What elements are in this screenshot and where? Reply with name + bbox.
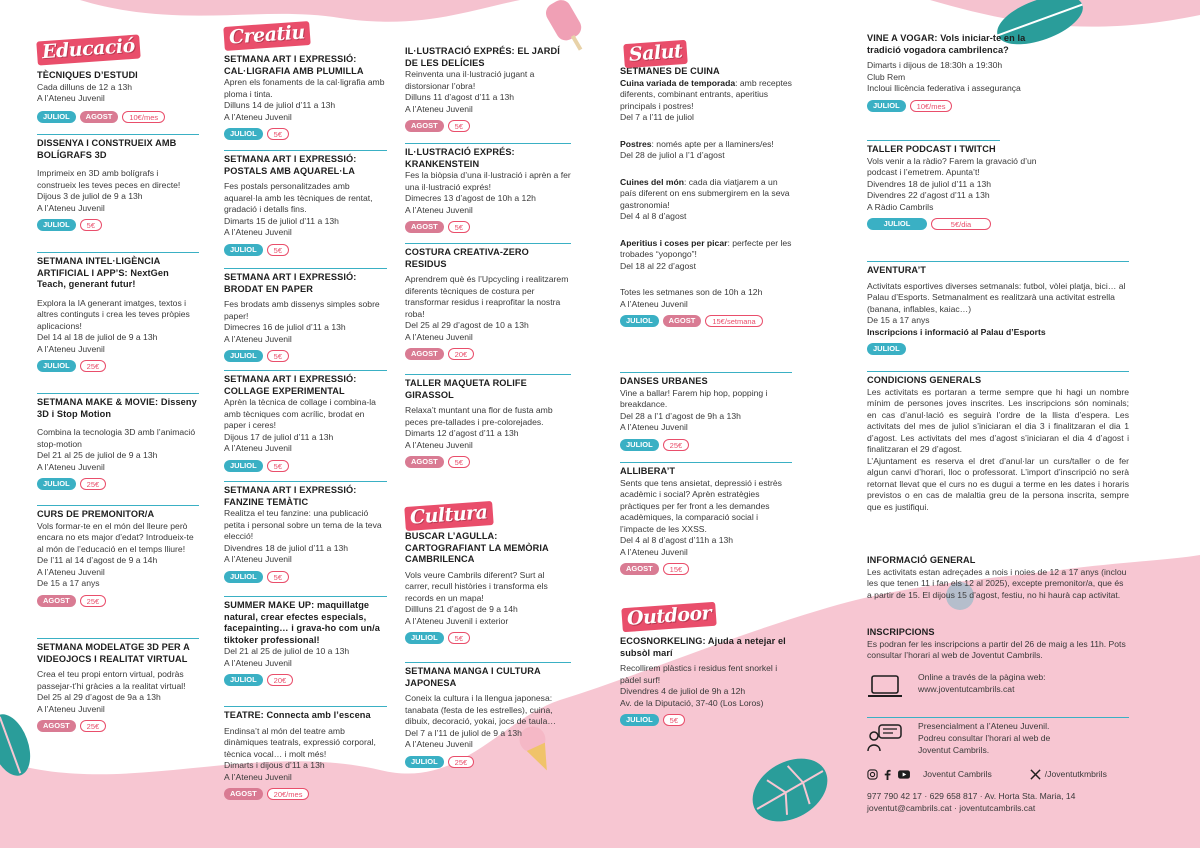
tag-juliol: JULIOL <box>620 315 659 327</box>
activity-line: Crea el teu propi entorn virtual, podràs passejar-t’hi gràcies a la realitat virtual! <box>37 669 186 691</box>
activity-line: Fes brodats amb dissenys simples sobre paper! <box>224 299 380 321</box>
price-badge: 20€/mes <box>267 788 310 800</box>
contact-line: 977 790 42 17 · 629 658 817 · Av. Horta Sta. Maria, 14 <box>867 791 1076 801</box>
section-title-educacio: Educació <box>36 34 140 65</box>
condicions-generals <box>867 371 1129 513</box>
activity-line: Fes la biòpsia d’una il·lustració i aprèn a fer una il·lustració exprés! <box>405 170 571 192</box>
cuina-footer: A l’Ateneu Juvenil <box>620 298 688 309</box>
activity-title: SETMANA ART I EXPRESSIÓ: POSTALS AMB AQUAREL·LA <box>224 154 357 176</box>
x-handle: /Joventutkmbrils <box>1044 769 1107 779</box>
activity-postals-aquarel-la <box>224 150 387 256</box>
activity-danses-urbanes <box>620 372 792 451</box>
activity-line: De 15 a 17 anys <box>37 578 100 588</box>
tag-agost: AGOST <box>663 315 702 327</box>
tag-juliol: JULIOL <box>867 100 906 112</box>
tag-juliol: JULIOL <box>37 111 76 123</box>
activity-line: A l’Ateneu Juvenil <box>224 227 292 237</box>
activity-line: A l’Ateneu Juvenil <box>405 739 473 749</box>
activity-bold-line: Inscripcions i informació al Palau d’Esports <box>867 326 1046 337</box>
price-badge: 20€ <box>267 674 294 686</box>
section-heading: INFORMACIÓ GENERAL <box>867 555 976 565</box>
activity-line: Divendres 4 de juliol de 9h a 12h <box>620 686 746 696</box>
tag-agost: AGOST <box>80 111 119 123</box>
online-line: Online a través de la pàgina web: <box>918 672 1046 682</box>
price-badge: 5€ <box>448 120 470 132</box>
website-link[interactable]: www.joventutcambrils.cat <box>918 684 1015 694</box>
price-badge: 5€ <box>267 244 289 256</box>
activity-brodat-paper <box>224 268 387 362</box>
activity-line: Vols formar-te en el món del lleure però encara no ets major d’edat? Introdueix-te al món de l’educació en el temps lliure! <box>37 520 194 554</box>
activity-line: Club Rem <box>867 71 906 82</box>
inscripcions-text: Es podran fer les inscripcions a partir del 26 de maig a les 11h. Pots consultar l’horari al web de Joventut Cambrils. <box>867 638 1126 660</box>
tag-juliol: JULIOL <box>224 460 263 472</box>
price-badge: 10€/mes <box>910 100 953 112</box>
section-heading: INSCRIPCIONS <box>867 627 935 637</box>
tag-juliol: JULIOL <box>867 343 906 355</box>
activity-line: A l’Ateneu Juvenil <box>620 422 688 432</box>
online-row <box>867 672 1129 702</box>
price-badge: 5€ <box>267 460 289 472</box>
email-line: joventut@cambrils.cat · joventutcambrils.cat <box>867 802 1036 813</box>
activity-teatre <box>224 706 387 800</box>
activity-line: Sents que tens ansietat, depressió i estrès acadèmic i social? Aprèn estratègies pràctiques per fer front a les demandes acadèmiques, la comparació social i l’impacte de les XXSS. <box>620 477 782 534</box>
activity-ecosnorkeling <box>620 636 792 726</box>
activity-line: Imprimeix en 3D amb bolígrafs i construeix les teves peces en directe! <box>37 168 181 190</box>
activity-line: Recollirem plàstics i residus fent snorkel i pàdel surf! <box>620 663 778 685</box>
section-title-creatiu: Creatiu <box>223 21 310 51</box>
activity-line: Dilluns 11 d’agost d’11 a 13h <box>405 92 515 102</box>
activity-title: CURS DE PREMONITOR/A <box>37 509 155 519</box>
activity-title: TEATRE: Connecta amb l’escena <box>224 710 371 720</box>
activity-line: Dimarts 12 d’agost d’11 a 13h <box>405 428 519 438</box>
activity-line: Del 7 a l’11 de juliol de 9 a 13h <box>405 727 522 738</box>
cuina-footer: Totes les setmanes son de 10h a 12h <box>620 287 763 297</box>
price-badge: 5€ <box>267 350 289 362</box>
activity-make-movie <box>37 393 199 490</box>
tag-agost: AGOST <box>405 456 444 468</box>
activity-line: Del 28 a l’1 d’agost de 9h a 13h <box>620 410 741 421</box>
activity-modelatge-3d <box>37 638 199 732</box>
cuina-block: Aperitius i coses per picar: perfecte per les trobades “yopongo”! <box>620 237 792 259</box>
top-wave <box>80 0 520 22</box>
condicions-text: L’Ajuntament es reserva el dret d’anul·lar un curs/taller o de fer algun canvi d’horari, lloc o professorat. L’import d’inscripció no serà retornat llevat que el curs no es dugui a terme en les dates i horaris previstos o en cas de malaltia greu de la persona inscrita, sempre que es justifiqui. <box>867 455 1129 512</box>
section-title-cultura: Cultura <box>404 501 493 531</box>
activity-line: Fes postals personalitzades amb aquarel·la amb les tècniques de rentat, gradació i detalls fins. <box>224 181 373 214</box>
cuina-date: Del 18 al 22 d’agost <box>620 260 696 271</box>
section-title-outdoor: Outdoor <box>621 602 717 633</box>
activity-aventura-t <box>867 261 1129 355</box>
activity-title: IL·LUSTRACIÓ EXPRÉS: KRANKENSTEIN <box>405 147 515 169</box>
activity-title: COSTURA CREATIVA-ZERO RESIDUS <box>405 247 529 269</box>
activity-line: Del 25 al 29 d’agost de 9a a 13h <box>37 692 161 702</box>
activity-intel-ligencia-artificial <box>37 252 199 372</box>
activity-line: A l’Ateneu Juvenil <box>37 566 105 577</box>
cuina-date: Del 4 al 8 d’agost <box>620 211 687 221</box>
activity-line: Combina la tecnologia 3D amb l’animació stop-motion <box>37 427 196 449</box>
price-badge: 20€ <box>448 348 475 360</box>
activity-line: A l’Ateneu Juvenil <box>405 204 473 215</box>
info-text: Les activitats estan adreçades a nois i noies de 12 a 17 anys (inclou les que tenen 11 i fan els 12 al 2025), excepte premonitor/a, que és a partir de 15. El dijous 15 d’agost, festiu, no hi haurà cap activitat. <box>867 566 1127 600</box>
activity-title: IL·LUSTRACIÓ EXPRÉS: EL JARDÍ DE LES DELÍCIES <box>405 46 560 68</box>
activity-title: SETMANA ART I EXPRESSIÓ: BRODAT EN PAPER <box>224 272 357 294</box>
tag-juliol: JULIOL <box>37 219 76 231</box>
cuina-date: Del 28 de juliol a l’1 d’agost <box>620 150 725 160</box>
activity-line: Vols venir a la ràdio? Farem la gravació d’un podcast i l’emetrem. Apunta’t! <box>867 155 1037 177</box>
activity-title: SETMANA MANGA I CULTURA JAPONESA <box>405 666 541 688</box>
tag-agost: AGOST <box>405 348 444 360</box>
activity-line: A l’Ateneu Juvenil <box>224 771 292 782</box>
activity-line: A l’Ateneu Juvenil <box>405 331 473 342</box>
activity-buscar-agulla <box>405 531 571 644</box>
activity-setmanes-cuina <box>620 66 792 327</box>
cuina-date: Del 7 a l’11 de juliol <box>620 112 694 122</box>
price-badge: 5€ <box>267 128 289 140</box>
tag-juliol: JULIOL <box>620 714 659 726</box>
activity-cal-ligrafia <box>224 54 387 140</box>
activity-collage <box>224 370 387 472</box>
activity-line: Divendres 18 de juliol d’11 a 13h <box>867 178 992 189</box>
activity-line: A l’Ateneu Juvenil <box>37 202 105 213</box>
price-badge: 10€/mes <box>122 111 165 123</box>
activity-line: Av. de la Diputació, 37-40 (Los Loros) <box>620 697 764 708</box>
activity-fanzine <box>224 481 387 583</box>
tag-juliol: JULIOL <box>224 244 263 256</box>
tag-agost: AGOST <box>405 221 444 233</box>
activity-line: Incloui llicència federativa i assegurança <box>867 83 1021 93</box>
activity-manga-japonesa <box>405 662 571 768</box>
activity-line: Relaxa’t muntant una flor de fusta amb peces pre-tallades i pre-colorejades. <box>405 405 553 427</box>
condicions-text: Les activitats es portaran a terme sempre que hi hagi un nombre mínim de persones joves inscrites. Les inscripcions són nominals; en cas d’anul·lació es seguirà l’ordre de la llista d’espera. Les activitats del mes de juliol s’iniciaran el dia 3 i finalitzaran el dia 1 d’agost. Les activitats del mes d’agost s’iniciaran el dia 4 d’agost i finalitzaran el 29 d’agost. <box>867 386 1129 454</box>
cuina-block: Cuines del món: cada dia viatjarem a un país diferent on ens submergirem en la seva gastronomia! <box>620 176 790 210</box>
activity-line: A l’Ateneu Juvenil <box>37 703 105 714</box>
activity-line: Dijous 17 de juliol d’11 a 13h <box>224 431 334 442</box>
social-name: Joventut Cambrils <box>923 769 992 779</box>
activity-line: Dimarts i dijous de 18:30h a 19:30h <box>867 60 1003 70</box>
activity-podcast-twitch <box>867 140 1037 230</box>
activity-summer-make-up <box>224 596 387 686</box>
activity-line: Del 14 al 18 de juliol de 9 a 13h <box>37 332 158 342</box>
activity-line: De l’11 al 14 d’agost de 9 a 14h <box>37 555 158 565</box>
tag-juliol: JULIOL <box>224 128 263 140</box>
activity-line: Dimecres 16 de juliol d’11 a 13h <box>224 322 346 332</box>
activity-line: Vine a ballar! Farem hip hop, popping i breakdance. <box>620 387 768 409</box>
price-badge: 5€ <box>448 456 470 468</box>
activity-line: Endinsa’t al món del teatre amb dinàmiques teatrals, expressió corporal, tècnica vocal… i molt més! <box>224 725 376 759</box>
activity-line: Reinventa una il·lustració jugant a distorsionar l’obra! <box>405 69 535 91</box>
activity-line: A l’Ateneu Juvenil <box>224 333 292 344</box>
tag-juliol: JULIOL <box>867 218 927 230</box>
activity-line: A l’Ateneu Juvenil <box>405 103 473 114</box>
activity-line: Cada dilluns de 12 a 13h <box>37 81 133 92</box>
activity-allibera-t <box>620 462 792 575</box>
tag-agost: AGOST <box>37 595 76 607</box>
cuina-block: Postres: només apte per a llaminers/es! <box>620 138 774 149</box>
activity-title: BUSCAR L’AGULLA: CARTOGRAFIANT LA MEMÒRIA CAMBRILENCA <box>405 531 549 564</box>
price-badge: 5€ <box>663 714 685 726</box>
activity-line: Del 25 al 29 d’agost de 10 a 13h <box>405 320 529 330</box>
activity-line: A l’Ateneu Juvenil <box>37 343 105 354</box>
activity-line: Explora la IA generant imatges, textos i altres continguts i crea les teves pròpies aplicacions! <box>37 297 190 331</box>
activity-line: Del 4 al 8 d’agost d’11h a 13h <box>620 535 734 545</box>
price-badge: 15€ <box>663 563 690 575</box>
activity-title: SETMANA ART I EXPRESSIÓ: CAL·LIGRAFIA AMB PLUMILLA <box>224 54 364 76</box>
inscripcions <box>867 627 1129 662</box>
activity-line: Del 21 al 25 de juliol de 10 a 13h <box>224 646 350 656</box>
tag-juliol: JULIOL <box>405 756 444 768</box>
activity-premonitor <box>37 505 199 607</box>
cuina-block: Cuina variada de temporada: amb receptes diferents, combinant entrants, aperitius principals i postres! <box>620 77 792 111</box>
activity-line: A l’Ateneu Juvenil <box>405 439 473 450</box>
activity-title: SUMMER MAKE UP: maquillatge natural, crear efectes especials, facepainting… i grava-ho com un/a tiktoker professional! <box>224 600 380 645</box>
activity-line: Aprèn la tècnica de collage i combina-la amb tècniques com acrílic, brodat en paper i ceres! <box>224 397 376 430</box>
price-badge: 5€ <box>448 632 470 644</box>
activity-title: SETMANA ART I EXPRESSIÓ: FANZINE TEMÀTIC <box>224 485 357 507</box>
activity-line: Dimarts 15 de juliol d’11 a 13h <box>224 215 339 226</box>
activity-line: A l’Ateneu Juvenil <box>224 443 292 453</box>
activity-line: Apren els fonaments de la cal·ligrafia amb ploma i tinta. <box>224 77 385 99</box>
tag-agost: AGOST <box>37 720 76 732</box>
youtube-icon[interactable] <box>897 769 911 780</box>
tag-juliol: JULIOL <box>224 350 263 362</box>
activity-line: Dimarts i dijous d’11 a 13h <box>224 760 325 770</box>
price-badge: 25€ <box>80 478 107 490</box>
activity-title: SETMANA ART I EXPRESSIÓ: COLLAGE EXPERIMENTAL <box>224 374 357 396</box>
price-badge: 5€/dia <box>931 218 991 230</box>
activity-boligrafs-3d <box>37 134 199 231</box>
tag-juliol: JULIOL <box>620 439 659 451</box>
price-badge: 5€ <box>448 221 470 233</box>
section-title-salut: Salut <box>623 40 688 68</box>
activity-line: Dimecres 13 d’agost de 10h a 12h <box>405 193 536 203</box>
activity-title: DANSES URBANES <box>620 376 708 386</box>
price-badge: 25€ <box>448 756 475 768</box>
activity-title: SETMANA INTEL·LIGÈNCIA ARTIFICIAL I APP’S: NextGen Teach, generant futur! <box>37 256 169 289</box>
tag-juliol: JULIOL <box>224 571 263 583</box>
activity-line: Vols veure Cambrils diferent? Surt al carrer, recull històries i transforma els records en un mapa! <box>405 569 548 603</box>
activity-title: SETMANA MODELATGE 3D PER A VIDEOJOCS I REALITAT VIRTUAL <box>37 642 190 664</box>
tag-agost: AGOST <box>224 788 263 800</box>
tag-agost: AGOST <box>405 120 444 132</box>
activity-title: AVENTURA’T <box>867 265 927 275</box>
activity-line: Del 21 al 25 de juliol de 9 a 13h <box>37 450 158 460</box>
facebook-icon[interactable] <box>882 769 893 780</box>
tag-juliol: JULIOL <box>405 632 444 644</box>
activity-line: A l’Ateneu Juvenil <box>224 554 292 564</box>
activity-line: Divendres 22 d’agost d’11 a 13h <box>867 190 990 200</box>
activity-line: A l’Ateneu Juvenil <box>37 93 105 103</box>
x-icon[interactable] <box>1030 769 1041 780</box>
price-badge: 25€ <box>80 595 107 607</box>
activity-tecniques-estudi <box>37 70 199 123</box>
activity-line: Dillluns 21 d’agost de 9 a 14h <box>405 604 518 614</box>
activity-krankenstein <box>405 143 571 233</box>
presencial-line: Joventut Cambrils. <box>918 745 990 755</box>
activity-line: A l’Ateneu Juvenil <box>37 461 105 472</box>
price-badge: 25€ <box>663 439 690 451</box>
chat-person-icon <box>867 724 903 752</box>
section-heading: CONDICIONS GENERALS <box>867 375 982 385</box>
activity-title: ECOSNORKELING: Ajuda a netejar el subsòl marí <box>620 636 786 658</box>
activity-title: SETMANA MAKE & MOVIE: Disseny 3D i Stop Motion <box>37 397 197 419</box>
price-badge: 5€ <box>267 571 289 583</box>
tag-juliol: JULIOL <box>37 360 76 372</box>
activity-line: A Ràdio Cambrils <box>867 201 934 212</box>
presencial-line: Presencialment a l’Ateneu Juvenil. <box>918 721 1050 731</box>
activity-title: ALLIBERA’T <box>620 466 676 476</box>
activity-vine-a-vogar <box>867 33 1039 112</box>
activity-line: A l’Ateneu Juvenil <box>224 657 292 668</box>
activity-title: DISSENYA I CONSTRUEIX AMB BOLÍGRAFS 3D <box>37 138 177 160</box>
activity-title: TÈCNIQUES D’ESTUDI <box>37 70 138 80</box>
activity-title: VINE A VOGAR: Vols iniciar-te en la tradició vogadora cambrilenca? <box>867 33 1026 55</box>
activity-line: De 15 a 17 anys <box>867 315 930 325</box>
informacio-general <box>867 555 1129 601</box>
activity-line: A l’Ateneu Juvenil <box>224 111 292 122</box>
activity-maqueta-rolife <box>405 374 571 468</box>
price-badge: 5€ <box>80 219 102 231</box>
laptop-icon <box>867 674 903 700</box>
activity-line: Dilluns 14 de juliol d’11 a 13h <box>224 100 336 110</box>
activity-line: Realitza el teu fanzine: una publicació petita i personal sobre un tema de la teva elecció! <box>224 508 382 541</box>
activity-costura-creativa <box>405 243 571 360</box>
activity-line: Aprendrem què és l’Upcycling i realitzarem diferents tècniques de costura per transformar residus i reaprofitar la nostra roba! <box>405 274 569 319</box>
activity-line: Activitats esportives diverses setmanals: futbol, vòlei platja, bici… al Palau d’Esports. Setmanalment es realitzarà una activitat estrella (banana, inflables, kaiac…) <box>867 280 1126 314</box>
price-badge: 15€/setmana <box>705 315 762 327</box>
activity-title: TALLER PODCAST I TWITCH <box>867 144 996 154</box>
instagram-icon[interactable] <box>867 769 878 780</box>
activity-title: SETMANES DE CUINA <box>620 66 720 76</box>
price-badge: 25€ <box>80 720 107 732</box>
presencial-row <box>867 717 1129 757</box>
activity-line: A l’Ateneu Juvenil i exterior <box>405 615 509 626</box>
contact-block <box>867 791 1129 814</box>
activity-jardi-delicies <box>405 46 571 132</box>
activity-line: Coneix la cultura i la llengua japonesa: tanabata (festa de les estrelles), cuina, dibuix, decoració, yokai, jocs de taula… <box>405 693 556 726</box>
activity-line: Divendres 18 de juliol d’11 a 13h <box>224 542 349 553</box>
price-badge: 25€ <box>80 360 107 372</box>
activity-title: TALLER MAQUETA ROLIFE GIRASSOL <box>405 378 527 400</box>
tag-juliol: JULIOL <box>224 674 263 686</box>
tag-agost: AGOST <box>620 563 659 575</box>
social-row <box>867 769 1129 781</box>
activity-line: Dijous 3 de juliol de 9 a 13h <box>37 191 143 201</box>
activity-line: A l’Ateneu Juvenil <box>620 546 688 557</box>
presencial-line: Podreu consultar l’horari al web de <box>918 733 1051 743</box>
tag-juliol: JULIOL <box>37 478 76 490</box>
